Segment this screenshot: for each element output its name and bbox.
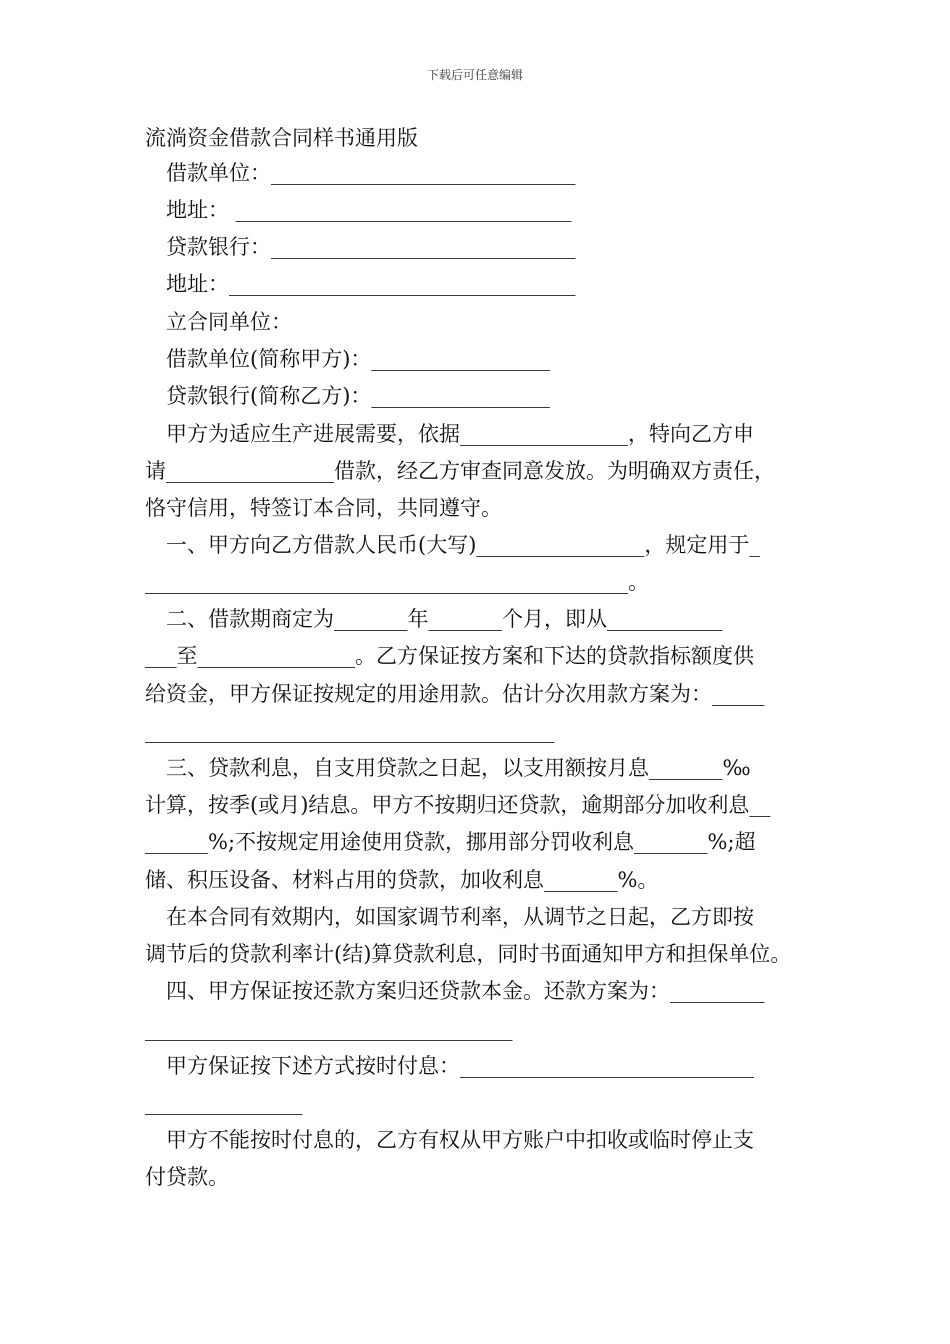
clause-3-line: ______%;不按规定用途使用贷款，挪用部分罚收利息_______%;超 (145, 830, 756, 854)
page-header-note: 下载后可任意编辑 (426, 68, 523, 82)
document-title: 流淌资金借款合同样书通用版 (145, 126, 418, 150)
default-clause-line: 付贷款。 (145, 1165, 229, 1189)
preamble-line: 请________________借款，经乙方审查同意发放。为明确双方责任， (145, 459, 775, 483)
preamble-line: 甲方为适应生产进展需要，依据________________，特向乙方申 (166, 422, 754, 446)
party-b-field: 贷款银行(简称乙方)：_________________ (166, 384, 550, 408)
default-clause-line: 甲方不能按时付息的，乙方有权从甲方账户中扣收或临时停止支 (166, 1128, 754, 1152)
clause-3-line: 三、贷款利息，自支用贷款之日起，以支用额按月息_______‰ (166, 756, 751, 780)
clause-3-line: 储、积压设备、材料占用的贷款，加收利息_______%。 (145, 868, 659, 892)
clause-2-line: _______________________________________ (145, 719, 555, 743)
borrower-address-field: 地址： ________________________________ (166, 198, 572, 222)
clause-2-line: ___至_______________。乙方保证按方案和下达的贷款指标额度供 (145, 644, 754, 668)
clause-4-line: 四、甲方保证按还款方案归还贷款本金。还款方案为：_________ (166, 979, 765, 1003)
clause-2-line: 二、借款期商定为_______年_______个月，即从___________ (166, 607, 723, 631)
clause-1-line: ______________________________________________。 (145, 570, 649, 594)
clause-1-line: 一、甲方向乙方借款人民币(大写)________________，规定用于_ (166, 533, 760, 557)
bank-address-field: 地址：_________________________________ (166, 272, 576, 296)
preamble-line: 恪守信用，特签订本合同，共同遵守。 (145, 496, 502, 520)
party-a-field: 借款单位(简称甲方)：_________________ (166, 347, 550, 371)
clause-3-line: 计算，按季(或月)结息。甲方不按期归还贷款，逾期部分加收利息__ (145, 793, 771, 817)
clause-4-line: ___________________________________ (145, 1017, 513, 1041)
parties-heading: 立合同单位： (166, 310, 292, 334)
interest-payment-line: 甲方保证按下述方式按时付息：____________________________ (166, 1054, 754, 1078)
interest-payment-line: _______________ (145, 1091, 303, 1115)
rate-adjustment-line: 在本合同有效期内，如国家调节利率，从调节之日起，乙方即按 (166, 905, 754, 929)
borrower-field: 借款单位：_____________________________ (166, 161, 576, 185)
clause-2-line: 给资金，甲方保证按规定的用途用款。估计分次用款方案为：_____ (145, 682, 765, 706)
lending-bank-field: 贷款银行：_____________________________ (166, 235, 576, 259)
rate-adjustment-line: 调节后的贷款利率计(结)算贷款利息，同时书面通知甲方和担保单位。 (145, 942, 792, 966)
